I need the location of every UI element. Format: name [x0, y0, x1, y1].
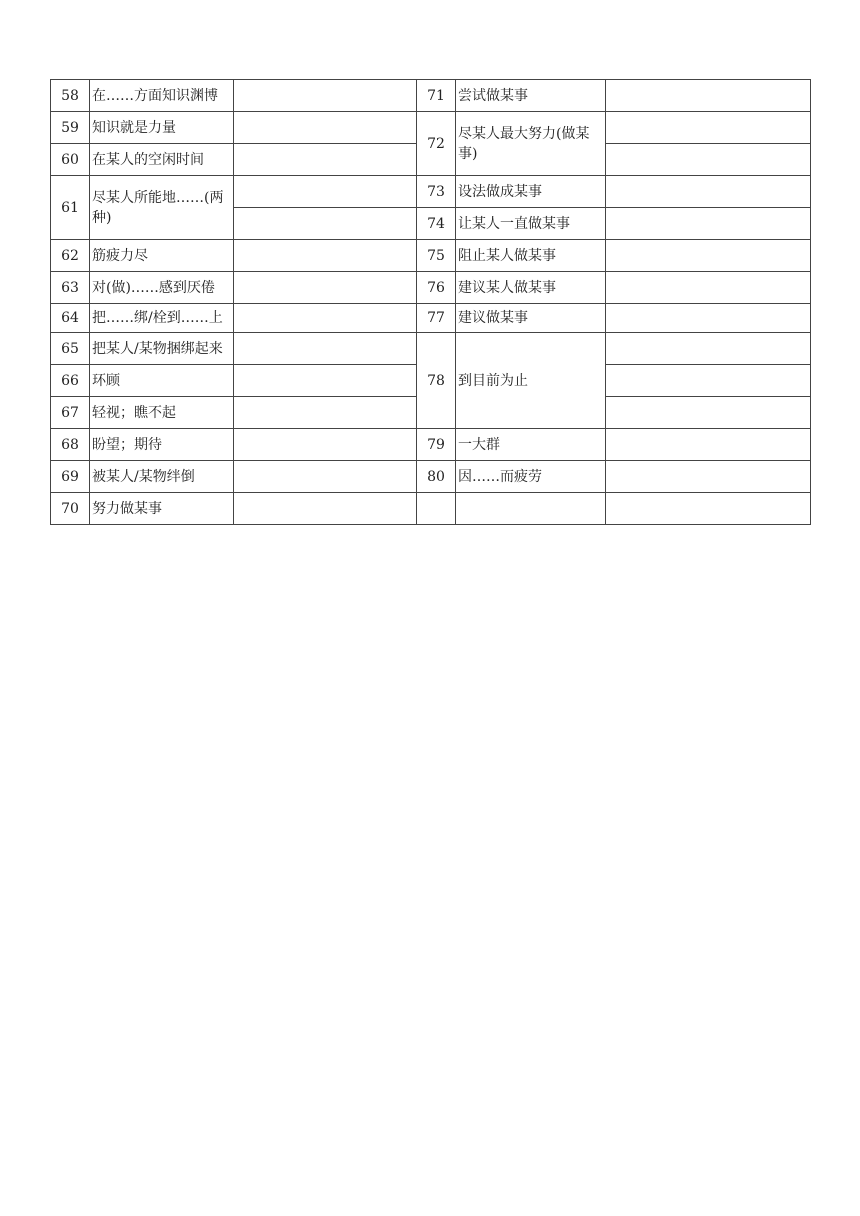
answer-cell[interactable] [234, 493, 417, 525]
answer-cell[interactable] [234, 397, 417, 429]
answer-cell[interactable] [234, 240, 417, 272]
table-row [51, 493, 811, 525]
empty-cell [456, 493, 606, 525]
phrase-cell: 建议做某事 [456, 304, 606, 333]
answer-cell[interactable] [606, 429, 811, 461]
phrase-cell: 建议某人做某事 [456, 272, 606, 304]
phrase-cell: 对(做)……感到厌倦 [90, 272, 234, 304]
item-number: 74 [417, 208, 456, 240]
answer-cell[interactable] [234, 272, 417, 304]
item-number: 76 [417, 272, 456, 304]
answer-cell[interactable] [606, 397, 811, 429]
table-row [51, 80, 811, 112]
item-number: 63 [51, 272, 90, 304]
answer-cell[interactable] [234, 304, 417, 333]
table-row [51, 461, 811, 493]
phrase-cell: 设法做成某事 [456, 176, 606, 208]
phrase-cell: 环顾 [90, 365, 234, 397]
answer-cell[interactable] [606, 240, 811, 272]
item-number: 71 [417, 80, 456, 112]
phrase-cell: 让某人一直做某事 [456, 208, 606, 240]
answer-cell[interactable] [234, 80, 417, 112]
answer-cell[interactable] [606, 112, 811, 144]
phrase-cell: 把……绑/栓到……上 [90, 304, 234, 333]
answer-cell[interactable] [234, 461, 417, 493]
phrase-cell: 在……方面知识渊博 [90, 80, 234, 112]
table-row [51, 240, 811, 272]
item-number: 66 [51, 365, 90, 397]
phrase-cell: 把某人/某物捆绑起来 [90, 333, 234, 365]
phrase-cell: 一大群 [456, 429, 606, 461]
item-number: 72 [417, 112, 456, 176]
phrase-cell: 因……而疲劳 [456, 461, 606, 493]
item-number: 77 [417, 304, 456, 333]
table-row [51, 429, 811, 461]
answer-cell[interactable] [606, 461, 811, 493]
item-number: 61 [51, 176, 90, 240]
phrase-cell: 努力做某事 [90, 493, 234, 525]
phrase-cell: 尽某人最大努力(做某事) [456, 112, 606, 176]
phrase-cell: 盼望；期待 [90, 429, 234, 461]
answer-cell[interactable] [234, 208, 417, 240]
answer-cell[interactable] [234, 144, 417, 176]
item-number: 67 [51, 397, 90, 429]
answer-cell[interactable] [606, 333, 811, 365]
answer-cell[interactable] [606, 176, 811, 208]
item-number: 78 [417, 333, 456, 429]
phrase-cell: 被某人/某物绊倒 [90, 461, 234, 493]
answer-cell[interactable] [234, 365, 417, 397]
answer-cell[interactable] [606, 304, 811, 333]
answer-cell[interactable] [606, 80, 811, 112]
table-row [51, 176, 811, 208]
answer-cell[interactable] [234, 429, 417, 461]
table-row [51, 304, 811, 333]
answer-cell[interactable] [234, 333, 417, 365]
item-number: 62 [51, 240, 90, 272]
phrase-cell: 筋疲力尽 [90, 240, 234, 272]
item-number: 60 [51, 144, 90, 176]
item-number: 64 [51, 304, 90, 333]
answer-cell[interactable] [606, 208, 811, 240]
empty-cell [417, 493, 456, 525]
item-number: 69 [51, 461, 90, 493]
item-number: 58 [51, 80, 90, 112]
phrase-cell: 轻视；瞧不起 [90, 397, 234, 429]
item-number: 70 [51, 493, 90, 525]
answer-cell[interactable] [234, 176, 417, 208]
phrase-cell: 阻止某人做某事 [456, 240, 606, 272]
answer-cell[interactable] [606, 144, 811, 176]
table-row [51, 333, 811, 365]
item-number: 75 [417, 240, 456, 272]
item-number: 65 [51, 333, 90, 365]
vocabulary-table [50, 79, 811, 525]
phrase-cell: 在某人的空闲时间 [90, 144, 234, 176]
phrase-cell: 尝试做某事 [456, 80, 606, 112]
phrase-cell: 尽某人所能地……(两种) [90, 176, 234, 240]
answer-cell[interactable] [606, 365, 811, 397]
phrase-cell: 知识就是力量 [90, 112, 234, 144]
answer-cell[interactable] [606, 493, 811, 525]
answer-cell[interactable] [606, 272, 811, 304]
table-row [51, 112, 811, 144]
item-number: 59 [51, 112, 90, 144]
item-number: 79 [417, 429, 456, 461]
table-row [51, 272, 811, 304]
item-number: 68 [51, 429, 90, 461]
answer-cell[interactable] [234, 112, 417, 144]
item-number: 80 [417, 461, 456, 493]
phrase-cell: 到目前为止 [456, 333, 606, 429]
item-number: 73 [417, 176, 456, 208]
